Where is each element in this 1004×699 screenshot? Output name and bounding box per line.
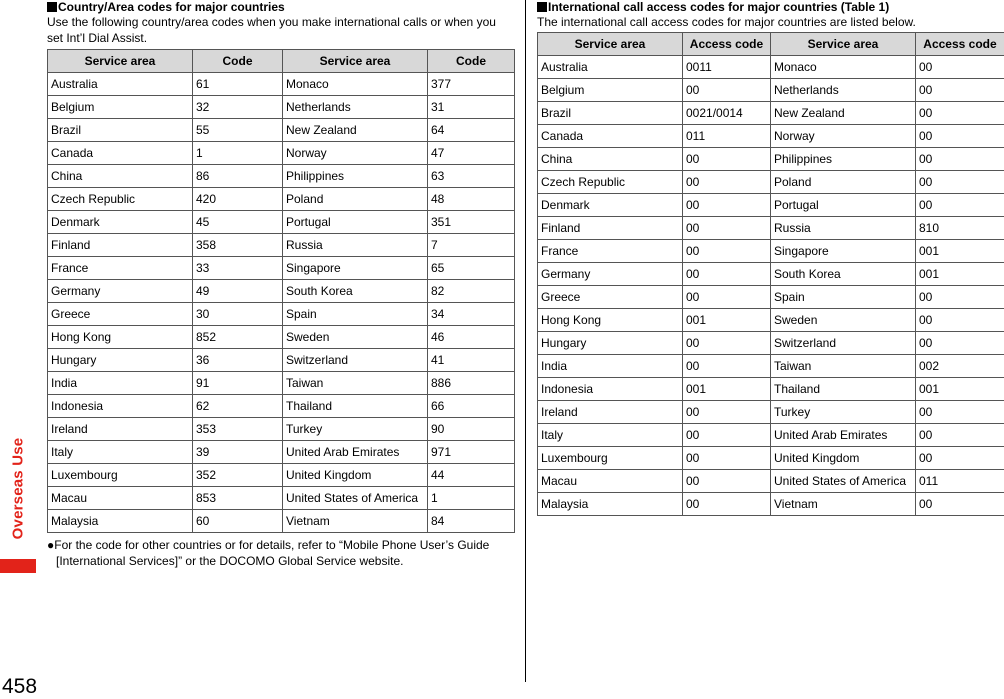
- table-row: [538, 194, 1004, 217]
- table-row: [538, 79, 1004, 102]
- table-row: [48, 73, 515, 96]
- code-cell: 00: [916, 286, 1004, 309]
- service-area-cell: Hong Kong: [48, 326, 193, 349]
- code-cell: 358: [193, 234, 283, 257]
- service-area-cell: Sweden: [283, 326, 428, 349]
- code-cell: 00: [683, 194, 771, 217]
- code-cell: 00: [683, 286, 771, 309]
- service-area-cell: Vietnam: [771, 493, 916, 516]
- code-cell: 00: [683, 217, 771, 240]
- code-cell: 86: [193, 165, 283, 188]
- service-area-cell: Belgium: [48, 96, 193, 119]
- code-cell: 00: [683, 171, 771, 194]
- table-row: [538, 493, 1004, 516]
- service-area-cell: Portugal: [771, 194, 916, 217]
- code-cell: 0011: [683, 56, 771, 79]
- table-row: [48, 510, 515, 533]
- code-cell: 00: [916, 401, 1004, 424]
- table-row: [538, 286, 1004, 309]
- service-area-cell: Greece: [48, 303, 193, 326]
- country-codes-note: ●For the code for other countries or for details, refer to “Mobile Phone User’s Guide [International Services]” or the DOCOMO Global Service website.: [47, 538, 490, 568]
- table-row: [48, 326, 515, 349]
- service-area-cell: Monaco: [771, 56, 916, 79]
- code-cell: 31: [428, 96, 515, 119]
- service-area-cell: Ireland: [538, 401, 683, 424]
- code-cell: 65: [428, 257, 515, 280]
- table-row: [48, 395, 515, 418]
- code-cell: 00: [916, 309, 1004, 332]
- table-row: [538, 263, 1004, 286]
- service-area-cell: Germany: [48, 280, 193, 303]
- service-area-cell: Canada: [48, 142, 193, 165]
- table-row: [48, 188, 515, 211]
- code-cell: 001: [916, 378, 1004, 401]
- service-area-cell: South Korea: [283, 280, 428, 303]
- code-cell: 00: [916, 79, 1004, 102]
- table-row: [48, 119, 515, 142]
- service-area-cell: Russia: [771, 217, 916, 240]
- service-area-cell: Macau: [538, 470, 683, 493]
- section-tab-label: Overseas Use: [9, 437, 27, 539]
- service-area-cell: India: [48, 372, 193, 395]
- table-row: [48, 211, 515, 234]
- table-row: [538, 148, 1004, 171]
- service-area-cell: Finland: [538, 217, 683, 240]
- service-area-cell: Hong Kong: [538, 309, 683, 332]
- table-row: [48, 464, 515, 487]
- table-row: [48, 234, 515, 257]
- service-area-cell: Switzerland: [283, 349, 428, 372]
- code-cell: 002: [916, 355, 1004, 378]
- service-area-cell: Turkey: [283, 418, 428, 441]
- code-cell: 011: [683, 125, 771, 148]
- section-tab: [0, 418, 36, 558]
- code-cell: 00: [683, 470, 771, 493]
- service-area-cell: Singapore: [283, 257, 428, 280]
- column-header: Service area: [48, 50, 193, 73]
- service-area-cell: Indonesia: [538, 378, 683, 401]
- service-area-cell: Sweden: [771, 309, 916, 332]
- service-area-cell: New Zealand: [771, 102, 916, 125]
- service-area-cell: Indonesia: [48, 395, 193, 418]
- table-row: [48, 418, 515, 441]
- code-cell: 0021/0014: [683, 102, 771, 125]
- code-cell: 00: [916, 148, 1004, 171]
- service-area-cell: Netherlands: [283, 96, 428, 119]
- service-area-cell: Denmark: [48, 211, 193, 234]
- code-cell: 41: [428, 349, 515, 372]
- code-cell: 30: [193, 303, 283, 326]
- code-cell: 420: [193, 188, 283, 211]
- code-cell: 00: [916, 194, 1004, 217]
- country-codes-heading: Country/Area codes for major countries: [47, 0, 514, 14]
- code-cell: 00: [683, 424, 771, 447]
- section-tab-marker: [0, 559, 36, 573]
- service-area-cell: Philippines: [771, 148, 916, 171]
- table-row: [538, 56, 1004, 79]
- table-row: [538, 332, 1004, 355]
- code-cell: 00: [916, 125, 1004, 148]
- code-cell: 353: [193, 418, 283, 441]
- code-cell: 377: [428, 73, 515, 96]
- code-cell: 00: [683, 148, 771, 171]
- service-area-cell: Ireland: [48, 418, 193, 441]
- code-cell: 853: [193, 487, 283, 510]
- service-area-cell: New Zealand: [283, 119, 428, 142]
- table-row: [538, 171, 1004, 194]
- service-area-cell: Denmark: [538, 194, 683, 217]
- service-area-cell: Netherlands: [771, 79, 916, 102]
- code-cell: 36: [193, 349, 283, 372]
- table-row: [48, 257, 515, 280]
- access-codes-table: [537, 32, 1004, 516]
- service-area-cell: Hungary: [538, 332, 683, 355]
- code-cell: 852: [193, 326, 283, 349]
- code-cell: 00: [683, 355, 771, 378]
- table-row: [538, 217, 1004, 240]
- code-cell: 1: [428, 487, 515, 510]
- code-cell: 00: [916, 447, 1004, 470]
- service-area-cell: Taiwan: [771, 355, 916, 378]
- code-cell: 55: [193, 119, 283, 142]
- service-area-cell: United Kingdom: [771, 447, 916, 470]
- service-area-cell: Germany: [538, 263, 683, 286]
- code-cell: 1: [193, 142, 283, 165]
- code-cell: 00: [683, 401, 771, 424]
- service-area-cell: United Arab Emirates: [283, 441, 428, 464]
- table-row: [538, 355, 1004, 378]
- table-row: [538, 125, 1004, 148]
- service-area-cell: Thailand: [283, 395, 428, 418]
- service-area-cell: Brazil: [48, 119, 193, 142]
- code-cell: 60: [193, 510, 283, 533]
- table-row: [48, 349, 515, 372]
- service-area-cell: Monaco: [283, 73, 428, 96]
- service-area-cell: Philippines: [283, 165, 428, 188]
- country-codes-intro: Use the following country/area codes when you make international calls or when you set Int’l Dial Assist.: [47, 15, 496, 45]
- service-area-cell: Norway: [771, 125, 916, 148]
- table-row: [538, 401, 1004, 424]
- code-cell: 810: [916, 217, 1004, 240]
- service-area-cell: Norway: [283, 142, 428, 165]
- column-header: Service area: [771, 33, 916, 56]
- service-area-cell: China: [48, 165, 193, 188]
- code-cell: 971: [428, 441, 515, 464]
- code-cell: 001: [916, 240, 1004, 263]
- code-cell: 00: [916, 56, 1004, 79]
- service-area-cell: Australia: [48, 73, 193, 96]
- table-row: [48, 303, 515, 326]
- table-header-row: [48, 50, 515, 73]
- service-area-cell: France: [538, 240, 683, 263]
- service-area-cell: Portugal: [283, 211, 428, 234]
- service-area-cell: Czech Republic: [48, 188, 193, 211]
- code-cell: 45: [193, 211, 283, 234]
- table-row: [48, 142, 515, 165]
- service-area-cell: Malaysia: [48, 510, 193, 533]
- service-area-cell: United States of America: [771, 470, 916, 493]
- code-cell: 351: [428, 211, 515, 234]
- table-row: [538, 309, 1004, 332]
- table-row: [48, 280, 515, 303]
- service-area-cell: Spain: [283, 303, 428, 326]
- country-codes-section: [47, 0, 514, 569]
- service-area-cell: Macau: [48, 487, 193, 510]
- service-area-cell: Finland: [48, 234, 193, 257]
- service-area-cell: Czech Republic: [538, 171, 683, 194]
- column-header: Service area: [538, 33, 683, 56]
- code-cell: 90: [428, 418, 515, 441]
- code-cell: 011: [916, 470, 1004, 493]
- service-area-cell: United Arab Emirates: [771, 424, 916, 447]
- service-area-cell: Australia: [538, 56, 683, 79]
- access-codes-intro: The international call access codes for major countries are listed below.: [537, 15, 916, 29]
- code-cell: 34: [428, 303, 515, 326]
- code-cell: 00: [683, 79, 771, 102]
- country-codes-table: [47, 49, 515, 533]
- table-row: [538, 240, 1004, 263]
- table-row: [48, 441, 515, 464]
- code-cell: 48: [428, 188, 515, 211]
- square-bullet-icon: [537, 2, 547, 12]
- code-cell: 47: [428, 142, 515, 165]
- column-divider: [525, 0, 526, 682]
- table-row: [48, 165, 515, 188]
- code-cell: 352: [193, 464, 283, 487]
- table-row: [538, 447, 1004, 470]
- service-area-cell: Thailand: [771, 378, 916, 401]
- code-cell: 32: [193, 96, 283, 119]
- code-cell: 001: [683, 309, 771, 332]
- service-area-cell: Singapore: [771, 240, 916, 263]
- service-area-cell: Spain: [771, 286, 916, 309]
- code-cell: 00: [916, 493, 1004, 516]
- service-area-cell: Belgium: [538, 79, 683, 102]
- column-header: Access code: [683, 33, 771, 56]
- code-cell: 00: [916, 332, 1004, 355]
- service-area-cell: Turkey: [771, 401, 916, 424]
- square-bullet-icon: [47, 2, 57, 12]
- code-cell: 00: [683, 240, 771, 263]
- code-cell: 00: [916, 171, 1004, 194]
- code-cell: 91: [193, 372, 283, 395]
- code-cell: 001: [683, 378, 771, 401]
- code-cell: 63: [428, 165, 515, 188]
- table-row: [48, 487, 515, 510]
- page-number: 458: [2, 675, 38, 698]
- code-cell: 62: [193, 395, 283, 418]
- table-row: [48, 372, 515, 395]
- code-cell: 00: [683, 263, 771, 286]
- table-row: [538, 102, 1004, 125]
- code-cell: 64: [428, 119, 515, 142]
- code-cell: 001: [916, 263, 1004, 286]
- column-header: Code: [428, 50, 515, 73]
- column-header: Code: [193, 50, 283, 73]
- code-cell: 61: [193, 73, 283, 96]
- service-area-cell: Brazil: [538, 102, 683, 125]
- column-header: Service area: [283, 50, 428, 73]
- bullet-icon: ●: [47, 538, 55, 552]
- access-codes-section: [537, 0, 1004, 516]
- service-area-cell: Russia: [283, 234, 428, 257]
- code-cell: 33: [193, 257, 283, 280]
- service-area-cell: China: [538, 148, 683, 171]
- table-header-row: [538, 33, 1004, 56]
- service-area-cell: France: [48, 257, 193, 280]
- code-cell: 00: [683, 332, 771, 355]
- code-cell: 39: [193, 441, 283, 464]
- service-area-cell: India: [538, 355, 683, 378]
- service-area-cell: Malaysia: [538, 493, 683, 516]
- service-area-cell: Luxembourg: [538, 447, 683, 470]
- code-cell: 49: [193, 280, 283, 303]
- service-area-cell: Italy: [538, 424, 683, 447]
- service-area-cell: Vietnam: [283, 510, 428, 533]
- table-row: [48, 96, 515, 119]
- code-cell: 66: [428, 395, 515, 418]
- column-header: Access code: [916, 33, 1004, 56]
- service-area-cell: Luxembourg: [48, 464, 193, 487]
- code-cell: 44: [428, 464, 515, 487]
- code-cell: 7: [428, 234, 515, 257]
- code-cell: 00: [916, 424, 1004, 447]
- table-row: [538, 424, 1004, 447]
- code-cell: 00: [683, 493, 771, 516]
- code-cell: 84: [428, 510, 515, 533]
- code-cell: 00: [916, 102, 1004, 125]
- code-cell: 82: [428, 280, 515, 303]
- code-cell: 00: [683, 447, 771, 470]
- service-area-cell: United States of America: [283, 487, 428, 510]
- service-area-cell: Canada: [538, 125, 683, 148]
- code-cell: 46: [428, 326, 515, 349]
- code-cell: 886: [428, 372, 515, 395]
- access-codes-heading: International call access codes for major countries (Table 1): [537, 0, 1004, 14]
- service-area-cell: Poland: [283, 188, 428, 211]
- service-area-cell: South Korea: [771, 263, 916, 286]
- service-area-cell: United Kingdom: [283, 464, 428, 487]
- table-row: [538, 470, 1004, 493]
- service-area-cell: Poland: [771, 171, 916, 194]
- service-area-cell: Italy: [48, 441, 193, 464]
- service-area-cell: Taiwan: [283, 372, 428, 395]
- table-row: [538, 378, 1004, 401]
- service-area-cell: Switzerland: [771, 332, 916, 355]
- service-area-cell: Greece: [538, 286, 683, 309]
- service-area-cell: Hungary: [48, 349, 193, 372]
